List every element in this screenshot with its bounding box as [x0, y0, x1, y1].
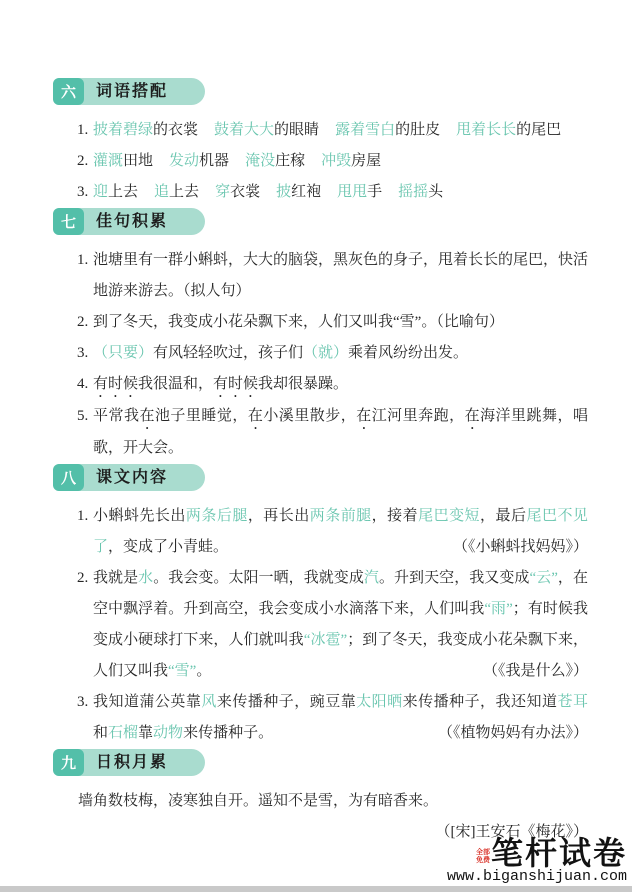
text-segment: 我却很暴躁。	[258, 376, 349, 392]
item-number: 3.	[77, 184, 89, 200]
text-segment-emphasized: 在	[356, 408, 372, 424]
text-segment-emphasized: 在	[139, 408, 155, 424]
text-segment: 来传播种子。	[183, 725, 274, 741]
citation-line: （[宋]王安石《梅花》）	[435, 824, 588, 840]
section-header	[53, 78, 588, 105]
text-segment-accent: 动物	[153, 725, 184, 741]
item-number: 2.	[77, 570, 89, 586]
text-segment: 机器	[199, 153, 230, 169]
text-segment: 海洋里跳舞，唱歌，开大会。	[93, 408, 588, 456]
text-segment: 上去	[108, 184, 139, 200]
watermark	[446, 835, 627, 885]
worksheet-item	[53, 177, 588, 208]
text-segment: ，接着	[371, 508, 419, 524]
text-segment-accent: 摇摇	[398, 184, 429, 200]
worksheet-item	[53, 115, 588, 146]
text-segment-accent: 鼓着大大	[214, 122, 275, 138]
text-segment: 墙角数枝梅，凌寒独自开。遥知不是雪，为有暗香来。	[78, 793, 439, 809]
item-citation: （《我是什么》）	[482, 663, 588, 679]
text-segment-accent: （就）	[303, 345, 349, 361]
text-segment: 乘着风纷纷出发。	[348, 345, 469, 361]
text-segment: 小溪里散步，	[263, 408, 357, 424]
section-number-badge: 七	[53, 208, 84, 235]
text-segment-emphasized: 在	[464, 408, 481, 424]
text-segment: ；到了冬天，我变成小花朵飘下来，人们又叫我	[93, 632, 588, 679]
item-number: 3.	[77, 345, 89, 361]
text-segment-accent: 灌溉	[93, 153, 124, 169]
text-segment: 的尾巴	[516, 122, 562, 138]
text-segment-accent: “雪”	[168, 663, 197, 679]
text-segment: 的衣裳	[153, 122, 199, 138]
text-segment-accent: 冲毁	[321, 153, 352, 169]
text-segment-accent: 石榴	[108, 725, 139, 741]
worksheet-item	[53, 338, 588, 369]
text-segment-accent: 披着碧绿	[93, 122, 154, 138]
text-segment: 房屋	[351, 153, 382, 169]
worksheet-item	[53, 501, 588, 563]
text-segment-accent: 甩着长长	[456, 122, 517, 138]
text-segment-accent: 尾巴变短	[418, 508, 481, 524]
text-segment-accent: 迎	[93, 184, 109, 200]
item-number: 1.	[77, 122, 89, 138]
text-segment-accent: “冰雹”	[303, 632, 348, 648]
text-segment-emphasized: 在	[247, 408, 264, 424]
worksheet-item	[53, 146, 588, 177]
text-segment: ；有时候我变成小硬球打下来，人们就叫我	[93, 601, 588, 648]
text-segment: 我就是	[93, 570, 139, 586]
text-segment: 红袍	[291, 184, 322, 200]
worksheet-item	[53, 687, 588, 749]
text-segment-accent: “云”	[529, 570, 558, 586]
item-citation: （《植物妈妈有办法》）	[437, 725, 588, 741]
text-segment-accent: 露着雪白	[335, 122, 396, 138]
text-segment-emphasized: 有时候	[93, 376, 139, 392]
item-number: 1.	[77, 508, 89, 524]
text-segment-emphasized: 有时候	[213, 376, 259, 392]
text-segment: 。	[196, 663, 212, 679]
text-segment-accent: “雨”	[484, 601, 513, 617]
text-segment: 平常我	[93, 408, 140, 424]
text-segment: 和	[93, 725, 109, 741]
text-segment: 我知道蒲公英靠	[93, 694, 202, 710]
section-header	[53, 464, 588, 491]
text-segment: ，在空中飘浮着。升到高空，我会变成小水滴落下来，人们叫我	[93, 570, 588, 617]
text-segment-accent: 太阳晒	[356, 694, 403, 710]
section-课文内容	[53, 464, 588, 749]
text-segment: ，再长出	[247, 508, 310, 524]
text-segment-accent: 水	[138, 570, 154, 586]
section-title: 词语搭配	[96, 83, 169, 100]
text-segment: 庄稼	[275, 153, 306, 169]
section-词语搭配	[53, 78, 588, 208]
text-segment-accent: 两条前腿	[309, 508, 372, 524]
text-segment: 的肚皮	[395, 122, 441, 138]
section-number-badge: 八	[53, 464, 84, 491]
section-日积月累	[53, 749, 588, 848]
text-segment: 到了冬天，我变成小花朵飘下来，人们又叫我“雪”。（比喻句）	[93, 314, 504, 330]
text-segment: 田地	[123, 153, 154, 169]
text-segment: 。升到天空，我又变成	[378, 570, 530, 586]
section-title: 佳句积累	[96, 213, 169, 230]
item-number: 2.	[77, 314, 89, 330]
item-citation: （《小蝌蚪找妈妈》）	[452, 539, 588, 555]
text-segment: 池子里睡觉，	[154, 408, 248, 424]
text-segment: 的眼睛	[274, 122, 320, 138]
text-segment: 头	[428, 184, 444, 200]
text-segment-accent: 发动	[169, 153, 200, 169]
watermark-url: www.biganshijuan.com	[446, 868, 627, 885]
text-segment-accent: 汽	[363, 570, 379, 586]
worksheet-sections	[53, 78, 588, 848]
text-segment: 手	[367, 184, 383, 200]
item-number: 3.	[77, 694, 89, 710]
watermark-row	[447, 835, 627, 871]
text-segment: 有风轻轻吹过，孩子们	[153, 345, 304, 361]
worksheet-item	[53, 563, 588, 687]
text-segment: 江河里奔跑，	[371, 408, 465, 424]
text-segment: ，变成了小青蛙。	[108, 539, 229, 555]
page-edge-bar	[0, 886, 632, 892]
section-title: 日积月累	[96, 754, 169, 771]
text-segment: 我很温和，	[138, 376, 214, 392]
text-segment: 小蝌蚪先长出	[93, 508, 186, 524]
text-segment-accent: 甩甩	[337, 184, 368, 200]
section-佳句积累	[53, 208, 588, 464]
section-header	[53, 749, 588, 776]
section-header	[53, 208, 588, 235]
item-number: 1.	[77, 252, 89, 268]
worksheet-item	[53, 369, 588, 401]
text-segment: 衣裳	[230, 184, 261, 200]
worksheet-item	[53, 786, 588, 817]
text-segment-accent: 苍耳	[557, 694, 588, 710]
text-segment-accent: 追	[154, 184, 170, 200]
item-number: 5.	[77, 408, 89, 424]
text-segment-accent: 淹没	[245, 153, 276, 169]
text-segment-accent: 穿	[215, 184, 231, 200]
section-number-badge: 九	[53, 749, 84, 776]
text-segment: 上去	[169, 184, 200, 200]
text-segment-accent: 两条后腿	[185, 508, 248, 524]
item-number: 2.	[77, 153, 89, 169]
text-segment: ，最后	[480, 508, 527, 524]
text-segment-accent: 披	[276, 184, 292, 200]
text-segment: 靠	[138, 725, 154, 741]
text-segment: 来传播种子，我还知道	[402, 694, 558, 710]
watermark-tagline: 全部免费	[475, 849, 490, 864]
section-title: 课文内容	[96, 469, 169, 486]
worksheet-item	[53, 401, 588, 464]
text-segment: 池塘里有一群小蝌蚪，大大的脑袋，黑灰色的身子，甩着长长的尾巴，快活地游来游去。（拟人句）	[93, 252, 589, 299]
worksheet-item	[53, 245, 588, 307]
watermark-brand: 笔杆试卷	[490, 835, 627, 871]
item-number: 4.	[77, 376, 89, 392]
text-segment: 来传播种子，豌豆靠	[216, 694, 357, 710]
text-segment-accent: 风	[201, 694, 217, 710]
worksheet-item	[53, 307, 588, 338]
section-number-badge: 六	[53, 78, 84, 105]
text-segment-accent: 尾巴不见了	[93, 508, 588, 555]
text-segment: 。我会变。太阳一晒，我就变成	[153, 570, 364, 586]
text-segment-accent: （只要）	[93, 345, 154, 361]
